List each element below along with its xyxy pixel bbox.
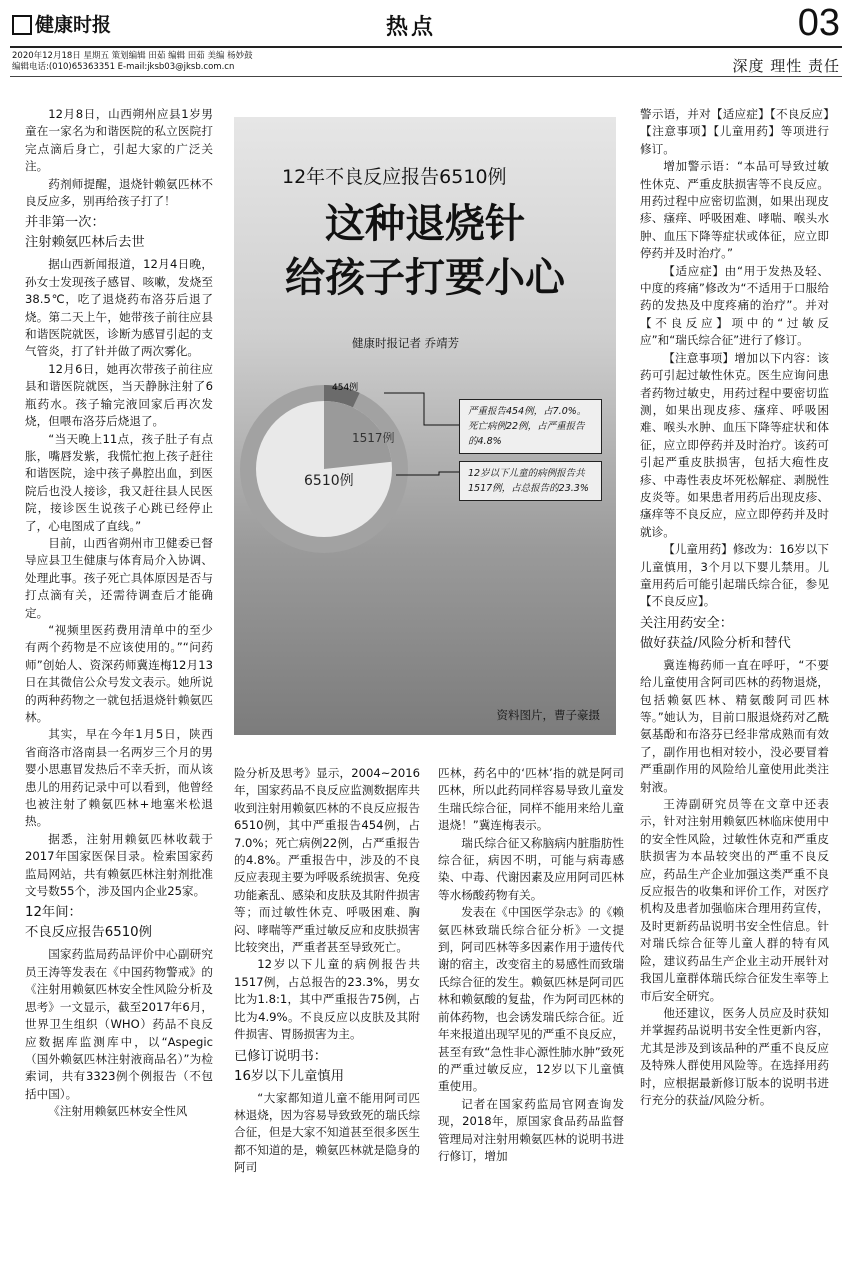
paragraph: 12月8日，山西朔州应县1岁男童在一家名为和谐医院的私立医院打完点滴后身亡，引起大家的广泛关注。: [25, 107, 213, 174]
masthead-meta: [12, 51, 253, 73]
subheading: 关注用药安全：: [640, 615, 734, 631]
paragraph: 冀连梅药师一直在呼吁，“不要给儿童使用含阿司匹林的药物退烧，包括赖氨匹林、精氨酸阿司匹林等。”她认为，目前口服退烧药对乙酰氨基酚和布洛芬已经非常成熟而有效了，副作用也相对较小，没必要冒着严重副作用的风险给儿童使用此类注射液。: [640, 657, 829, 794]
subheading: 做好获益/风险分析和替代: [640, 635, 791, 651]
headline-line-2: 给孩子打要小心: [285, 254, 565, 301]
paragraph: 药剂师提醒，退烧针赖氨匹林不良反应多，别再给孩子打了！: [25, 176, 213, 209]
callout-severe: 严重报告454例，占7.0%。死亡病例22例，占严重报告的4.8%: [459, 399, 602, 454]
paragraph: 《注射用赖氨匹林安全性风: [48, 1104, 188, 1119]
paragraph: 【儿童用药】修改为：16岁以下儿童慎用，3个月以下婴儿禁用。儿童用药后可能引起瑞氏综合征，参见【不良反应】。: [640, 542, 829, 609]
subheading: 注射赖氨匹林后去世: [25, 235, 145, 251]
paragraph: 目前，山西省朔州市卫健委已督导应县卫生健康与体育局介入协调、处理此事。孩子死亡具体原因是否与打点滴有关，还需待调查后才能确定。: [25, 535, 213, 620]
paragraph: 警示语，并对【适应症】【不良反应】【注意事项】【儿童用药】等项进行修订。: [640, 107, 829, 156]
paragraph: 发表在《中国医学杂志》的《赖氨匹林致瑞氏综合征分析》一文提到，阿司匹林等多因素作用于遗传代谢的宿主，改变宿主的易感性而致瑞氏综合征的发生。赖氨匹林是阿司匹林和赖氨酸的复盐，作为阿司匹林的前体药物，也会诱发瑞氏综合征。近年来报道出现罕见的严重不良反应，甚至有致“急性非心源性肺水肿”致死的严重过敏反应，12岁以下儿童慎重使用。: [438, 905, 624, 1094]
subheading: 已修订说明书：: [234, 1048, 328, 1064]
headline: [234, 197, 616, 305]
page-number: 03: [797, 2, 840, 44]
header-rule: [10, 46, 842, 48]
subheading: 不良反应报告6510例: [25, 925, 152, 941]
article-column-1: [25, 106, 213, 1121]
paragraph: 王涛副研究员等在文章中还表示，针对注射用赖氨匹林临床使用中的安全性风险，过敏性休克和严重皮肤损害为本品较突出的严重不良反应，药品生产企业加强这类严重不良反应报告的收集和评价工作，对医疗机构及患者加强临床合理用药宣传，及时更新药品说明书安全性信息。针对瑞氏综合征等儿童人群的特有风险，建议药品生产企业主动开展针对我国儿童群体瑞氏综合征发生率等上市后安全研究。: [640, 797, 829, 1003]
reporter-byline: 健康时报记者 乔靖芳: [352, 336, 460, 350]
headline-line-1: 这种退烧针: [325, 200, 525, 247]
paragraph: 国家药监局药品评价中心副研究员王涛等发表在《中国药物警戒》的《注射用赖氨匹林安全性风险分析及思考》一文显示，截至2017年6月，世界卫生组织（WHO）药品不良反应数据库监测库中，以“Aspegic（国外赖氨匹林注射液商品名）”为检索词，共有3323例个例报告（不包括中国）。: [25, 947, 213, 1101]
paragraph: 据悉，注射用赖氨匹林收载于2017年国家医保目录。检索国家药监局网站，共有赖氨匹林注射剂批准文号数55个，涉及国内企业25家。: [25, 831, 213, 899]
logo-mark-icon: [12, 15, 32, 35]
paragraph: 据山西新闻报道，12月4日晚，孙女士发现孩子感冒、咳嗽，发烧至38.5℃，吃了退烧药布洛芬后退了烧。第二天上午，她带孩子前往应县和谐医院就医，诊断为感冒引起的支气管炎，打了针并做了两次雾化。: [25, 257, 213, 359]
paragraph: 12岁以下儿童的病例报告共1517例，占总报告的23.3%，男女比为1.8:1，其中严重报告75例，占比为4.9%。不良反应以皮肤及其附件损害、胃肠损害为主。: [234, 957, 420, 1042]
paragraph: 险分析及思考》显示，2004~2016年，国家药品不良反应监测数据库共收到注射用赖氨匹林的不良反应报告6510例，其中严重报告454例，占7.0%；死亡病例22例，占严重报告的4.8%。严重报告中，涉及的不良反应表现主要为呼吸系统损害、免疫功能紊乱、感染和皮肤及其附件损害等；而过敏性休克、呼吸困难、胸闷、哮喘等严重过敏反应和皮肤损害比较突出，严重者甚至导致死亡。: [234, 766, 420, 955]
label-total: 6510例: [304, 473, 354, 489]
paragraph: 记者在国家药监局官网查询发现，2018年，原国家食品药品监督管理局对注射用赖氨匹林的说明书进行修订，增加: [438, 1096, 624, 1163]
article-column-2: [234, 765, 420, 1177]
paragraph: 【注意事项】增加以下内容：该药可引起过敏性休克。医生应询问患者药物过敏史，用药过程中要密切监测，如果出现皮疹、瘙痒、呼吸困难、喉头水肿、血压下降等症状和体征，应立即停药并及时治疗。该药可引起严重皮肤损害，包括大疱性皮疹、中毒性表皮坏死松解症、剥脱性皮炎等。如果患者用药后出现皮疹、瘙痒等不良反应，应立即停药并及时就诊。: [640, 350, 829, 539]
subheading: 12年间：: [25, 905, 82, 921]
meta-editors: 2020年12月18日 星期五 策划编辑 田茹 编辑 田茹 美编 杨妙鼓: [12, 51, 253, 61]
subheading: 16岁以下儿童慎用: [234, 1068, 344, 1084]
label-children: 1517例: [352, 431, 395, 445]
paragraph: 他还建议，医务人员应及时获知并掌握药品说明书安全性更新内容，尤其是涉及到该品种的严重不良反应及特殊人群使用风险等。在选择用药时，应根据最新修订版本的说明书进行充分的获益/风险分析。: [640, 1005, 829, 1107]
label-severe: 454例: [332, 383, 359, 393]
subheading: 并非第一次：: [25, 215, 105, 231]
paragraph: 增加警示语：“本品可导致过敏性休克、严重皮肤损害等不良反应。用药过程中应密切监测，如果出现皮疹、瘙痒、呼吸困难、哮喘、喉头水肿、血压下降等症状或体征，应立即停药并及时治疗。”: [640, 159, 829, 261]
article-column-4: [640, 106, 829, 1109]
feature-figure: [234, 117, 616, 735]
paragraph: “大家都知道儿童不能用阿司匹林退烧，因为容易导致致死的瑞氏综合征，但是大家不知道甚至很多医生都不知道的是，赖氨匹林就是隐身的阿司: [234, 1090, 420, 1175]
paragraph: 【适应症】由“用于发热及轻、中度的疼痛”修改为“不适用于口服给药的发热及中度疼痛的治疗”。并对【不良反应】项中的“过敏反应”和“瑞氏综合征”进行了修订。: [640, 263, 829, 348]
article-column-3: [438, 765, 624, 1165]
paragraph: “视频里医药费用清单中的至少有两个药物是不应该使用的。”“问药师”创始人、资深药师冀连梅12月13日在其微信公众号发文表示。她所说的两种药物之一就包括退烧针赖氨匹林。: [25, 622, 213, 724]
paragraph: 其实，早在今年1月5日，陕西省商洛市洛南县一名两岁三个月的男婴小思惠冒发热后不幸夭折，而从该患儿的用药记录中可以看到，他曾经也被注射了赖氨匹林+地塞米松退热。: [25, 727, 213, 829]
callout-children: 12岁以下儿童的病例报告共1517例，占总报告的23.3%: [459, 461, 602, 501]
paragraph: 瑞氏综合征又称脑病内脏脂肪性综合征，病因不明，可能与病毒感染、中毒、代谢因素及应用阿司匹林等水杨酸药物有关。: [438, 835, 624, 902]
header-rule-lower: [10, 76, 842, 77]
meta-contact: 编辑电话:(010)65363351 E-mail:jksb03@jksb.com.cn: [12, 62, 235, 72]
paragraph: 匹林，药名中的‘匹林’指的就是阿司匹林，所以此药同样容易导致儿童发生瑞氏综合征，同样不能用来给儿童退烧！”冀连梅表示。: [438, 766, 624, 833]
paragraph: 12月6日，她再次带孩子前往应县和谐医院就医，当天静脉注射了6瓶药水。孩子输完液回家后再次发烧，但喂布洛芬后烧退了。: [25, 361, 213, 429]
section-title: 热点: [386, 15, 437, 40]
photo-credit: 资料图片，曹子豪摄: [496, 708, 600, 722]
paragraph: “当天晚上11点，孩子肚子有点胀，嘴唇发紫，我慌忙抱上孩子赶往和谐医院，途中孩子鼻腔出血，到医院后也没人接诊，我又赶往县人民医院，接诊医生说孩子心跳已经停止了，心电图成了直线。”: [25, 431, 213, 533]
figure-kicker: 12年不良反应报告6510例: [282, 166, 507, 188]
masthead-tagline: 深度 理性 责任: [732, 57, 840, 75]
callout-line-severe: [384, 393, 462, 425]
newspaper-logo: 健康时报: [12, 10, 111, 37]
